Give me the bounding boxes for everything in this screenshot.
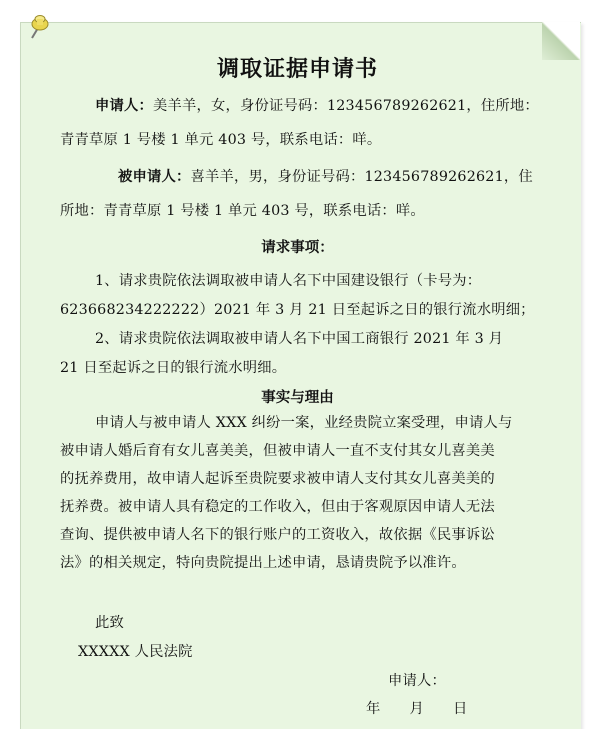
court-name: XXXXX 人民法院: [78, 644, 193, 660]
request-1-line-1: 1、请求贵院依法调取被申请人名下中国建设银行（卡号为：: [95, 273, 482, 289]
facts-line-6: 法》的相关规定，特向贵院提出上述申请，恳请贵院予以准许。: [60, 555, 466, 571]
respondent-line-2: 所地：青青草原 1 号楼 1 单元 403 号，联系电话：咩。: [60, 203, 425, 219]
applicant-line-1: [95, 95, 539, 115]
request-2-line-2: 21 日至起诉之日的银行流水明细。: [60, 360, 287, 376]
request-2-line-1: 2、请求贵院依法调取被申请人名下中国工商银行 2021 年 3 月: [95, 331, 504, 347]
applicant-info-1: 美羊羊，女，身份证号码：123456789262621，住所地：: [153, 98, 539, 114]
applicant-label: 申请人：: [95, 98, 153, 114]
facts-line-2: 被申请人婚后育有女儿喜美美，但被申请人一直不支付其女儿喜美美: [60, 443, 495, 459]
respondent-label: 被申请人：: [118, 169, 191, 185]
respondent-line-1: [118, 166, 533, 186]
facts-heading: 事实与理由: [261, 389, 334, 406]
respondent-info-1: 喜羊羊，男，身份证号码：123456789262621，住: [190, 169, 533, 185]
salutation: 此致: [95, 615, 124, 631]
facts-line-5: 查询、提供被申请人名下的银行账户的工资收入，故依据《民事诉讼: [60, 527, 495, 543]
signature-label: 申请人：: [388, 673, 446, 689]
facts-line-3: 的抚养费用，故申请人起诉至贵院要求被申请人支付其女儿喜美美的: [60, 471, 495, 487]
date-line: 年 月 日: [366, 701, 468, 717]
facts-line-4: 抚养费。被申请人具有稳定的工作收入，但由于客观原因申请人无法: [60, 499, 495, 515]
document-title: 调取证据申请书: [216, 56, 378, 82]
request-1-line-2: 623668234222222）2021 年 3 月 21 日至起诉之日的银行流水明细；: [60, 302, 535, 318]
requests-heading: 请求事项：: [261, 239, 334, 256]
facts-line-1: 申请人与被申请人 XXX 纠纷一案，业经贵院立案受理，申请人与: [95, 415, 513, 431]
applicant-line-2: 青青草原 1 号楼 1 单元 403 号，联系电话：咩。: [60, 132, 382, 148]
